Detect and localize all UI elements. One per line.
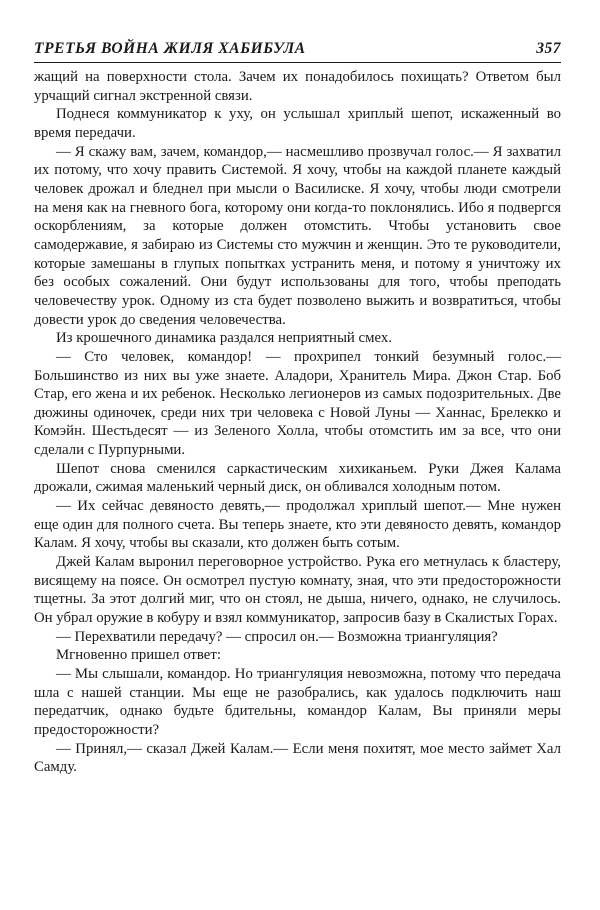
book-page — [34, 40, 561, 777]
paragraph: — Сто человек, командор! — прохрипел тонкий безумный голос.— Большинство из них вы уже знаете. Аладори, Хранитель Мира. Джон Стар. Боб Стар, его жена и их ребенок. Несколько легионеров из самых подозрительных. Две дюжины одиночек, среди них три человека с Новой Луны — Ханнас, Брелекко и Комэйн. Шестьдесят — из Зеленого Холла, чтобы отомстить им за все, что они сделали с Пурпурными. — [34, 348, 561, 459]
paragraph: — Их сейчас девяносто девять,— продолжал хриплый шепот.— Мне нужен еще один для полного счета. Вы теперь знаете, кто эти девяносто девять, командор Калам. Я хочу, чтобы вы сказали, кто должен быть сотым. — [34, 498, 561, 552]
paragraph: — Перехватили передачу? — спросил он.— Возможна триангуляция? — [56, 628, 498, 645]
paragraph: Мгновенно пришел ответ: — [56, 647, 221, 664]
running-header — [34, 40, 561, 63]
paragraph: — Принял,— сказал Джей Калам.— Если меня похитят, мое место займет Хал Самду. — [34, 740, 561, 776]
paragraph: Из крошечного динамика раздался неприятный смех. — [56, 330, 392, 347]
body-text — [34, 68, 561, 777]
paragraph: Поднеся коммуникатор к уху, он услышал хриплый шепот, искаженный во время передачи. — [34, 106, 561, 141]
paragraph: — Я скажу вам, зачем, командор,— насмешливо прозвучал голос.— Я захватил их потому, что хочу править Системой. Я хочу, чтобы на каждой планете каждый человек дрожал и бледнел при мысли о Василиске. Я хочу, чтобы люди смотрели на меня как на гневного бога, которому они когда-то поклонялись. Ибо я подвергся оскорблениям, за которые должен отомстить. Чтобы установить свое самодержавие, я забираю из Системы сто мужчин и женщин. Это те руководители, которые замешаны в глупых попытках устранить меня, и потому я уничтожу их без особых сожалений. Они будут использованы для того, чтобы преподать человечеству урок. Одному из ста будет позволено выжить и возвратиться, чтобы довести урок до сведения человечества. — [34, 143, 561, 328]
paragraph: жащий на поверхности стола. Зачем их понадобилось похищать? Ответом был урчащий сигнал экстренной связи. — [34, 69, 561, 104]
page-number: 357 — [536, 40, 561, 57]
running-title: ТРЕТЬЯ ВОЙНА ЖИЛЯ ХАБИБУЛА — [34, 40, 306, 57]
paragraph: — Мы слышали, командор. Но триангуляция невозможна, потому что передача шла с нашей станции. Мы еще не разобрались, как удалось подключить наш передатчик, однако будьте бдительны, командор Калам, Вы приняли меры предосторожности? — [34, 666, 561, 738]
paragraph: Шепот снова сменился саркастическим хихиканьем. Руки Джея Калама дрожали, сжимая маленький черный диск, он обливался холодным потом. — [34, 460, 561, 496]
paragraph: Джей Калам выронил переговорное устройство. Рука его метнулась к бластеру, висящему на поясе. Он осмотрел пустую комнату, зная, что эти предосторожности тщетны. За этот долгий миг, что он стоял, не дыша, ничего, однако, не случилось. Он убрал оружие в кобуру и взял коммуникатор, запросив базу в Скалистых Горах. — [34, 554, 561, 627]
